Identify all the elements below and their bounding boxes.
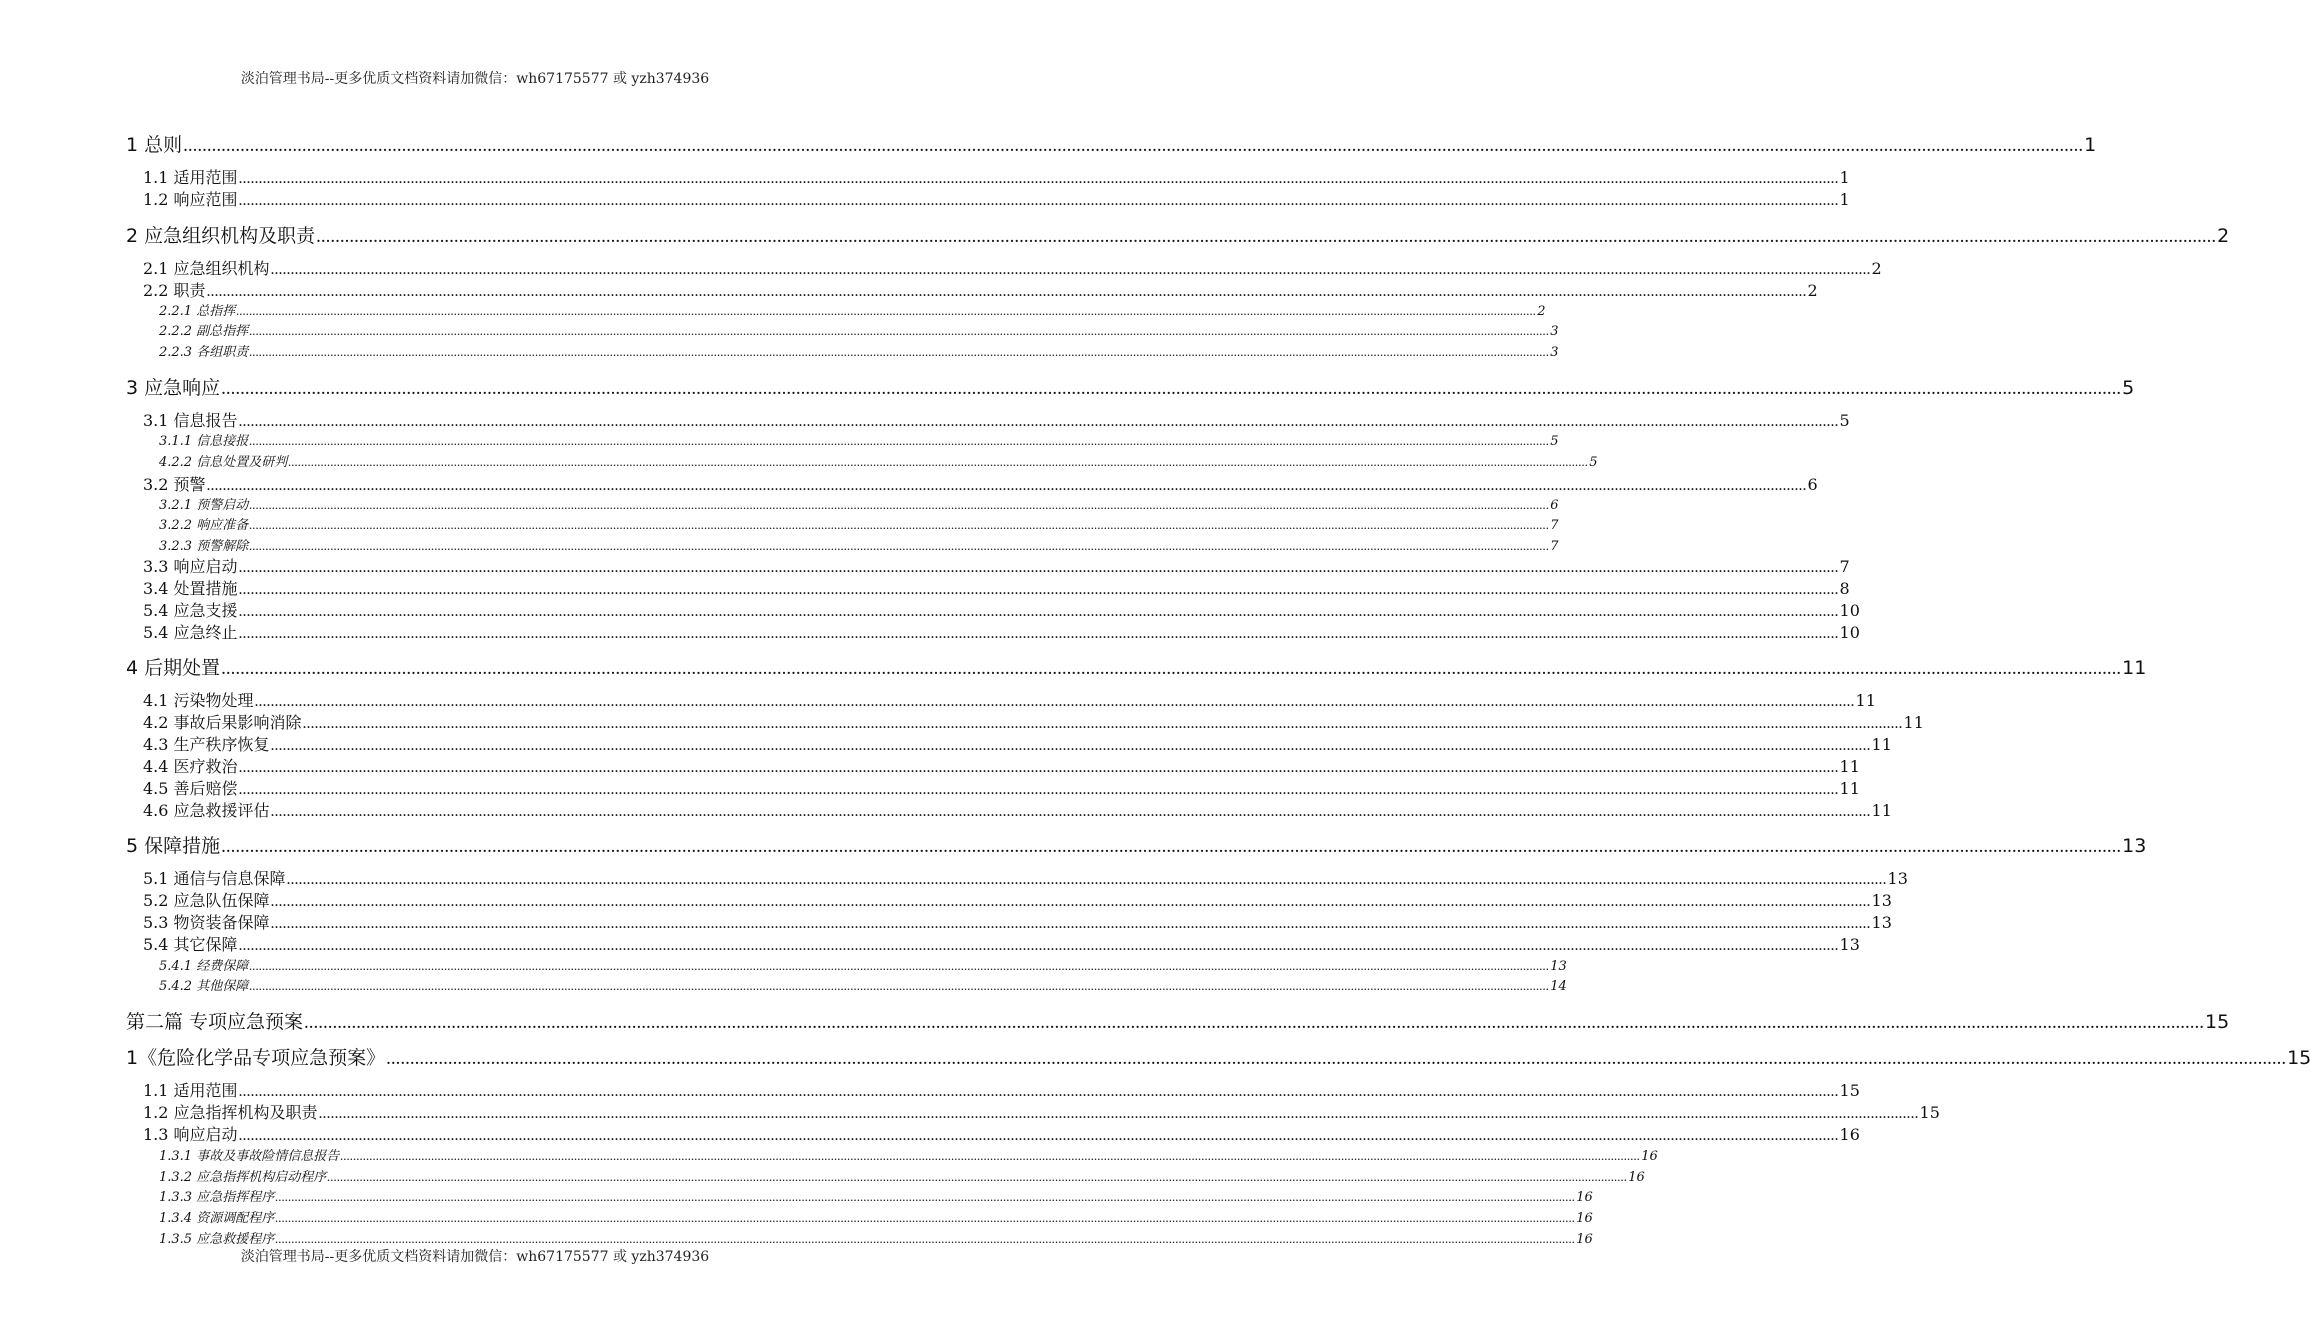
- toc-entry-title: 3.1 信息报告: [143, 411, 238, 430]
- toc-entry[interactable]: [159, 1145, 1658, 1164]
- toc-dot-leader: ................................................................................................................................................................................................................................................................................................................................................................................................................: [249, 323, 1550, 338]
- toc-entry-page-number: 13: [2122, 835, 2147, 857]
- toc-dot-leader: ................................................................................................................................................................................................................................................................................................................................................................................................................: [249, 538, 1550, 553]
- toc-entry-title: 3.2 预警: [143, 475, 206, 494]
- toc-dot-leader: ................................................................................................................................................................................................................................................................................................................................................................................................................: [286, 871, 1887, 888]
- toc-entry[interactable]: [143, 1122, 1860, 1144]
- toc-dot-leader: ................................................................................................................................................................................................................................................................................................................................................................................................................: [238, 759, 1839, 776]
- toc-entry-title: 5.4 其它保障: [143, 935, 238, 954]
- toc-entry-page-number: 11: [2122, 657, 2147, 679]
- toc-entry-page-number: 14: [1550, 979, 1567, 994]
- toc-entry[interactable]: [143, 932, 1860, 954]
- toc-dot-leader: ................................................................................................................................................................................................................................................................................................................................................................................................................: [302, 715, 1903, 732]
- toc-entry-page-number: 5: [2122, 377, 2135, 399]
- toc-entry[interactable]: [143, 1100, 1940, 1122]
- toc-dot-leader: ................................................................................................................................................................................................................................................................................................................................................................................................................: [238, 559, 1839, 576]
- toc-entry-title: 4.1 污染物处理: [143, 691, 254, 710]
- toc-entry-page-number: 2: [1537, 304, 1546, 319]
- toc-dot-leader: ................................................................................................................................................................................................................................................................................................................................................................................................................: [238, 625, 1839, 642]
- toc-entry[interactable]: [143, 798, 1892, 820]
- toc-dot-leader: ................................................................................................................................................................................................................................................................................................................................................................................................................: [270, 893, 1871, 910]
- toc-entry[interactable]: [126, 1007, 2230, 1033]
- toc-entry-title: 2.2 职责: [143, 281, 206, 300]
- page-footer: 淡泊管理书局--更多优质文档资料请加微信：wh67175577 或 yzh374936: [240, 1249, 710, 1265]
- toc-dot-leader: ................................................................................................................................................................................................................................................................................................................................................................................................................: [316, 226, 2217, 247]
- toc-entry-title: 5.4.2 其他保障: [159, 979, 249, 994]
- toc-entry-title: 1.3 响应启动: [143, 1125, 238, 1144]
- toc-dot-leader: ................................................................................................................................................................................................................................................................................................................................................................................................................: [270, 915, 1871, 932]
- toc-entry-title: 5.4 应急终止: [143, 623, 238, 642]
- toc-dot-leader: ................................................................................................................................................................................................................................................................................................................................................................................................................: [221, 378, 2122, 399]
- page-header: 淡泊管理书局--更多优质文档资料请加微信：wh67175577 或 yzh374936: [240, 71, 710, 87]
- toc-entry-page-number: 15: [1839, 1081, 1860, 1100]
- toc-entry-page-number: 7: [1839, 557, 1850, 576]
- toc-entry[interactable]: [159, 535, 1559, 554]
- toc-entry-title: 1.3.3 应急指挥程序: [159, 1190, 275, 1205]
- toc-entry[interactable]: [126, 221, 2230, 247]
- toc-entry[interactable]: [126, 1043, 2311, 1069]
- toc-entry[interactable]: [143, 910, 1892, 932]
- toc-entry-title: 1《危险化学品专项应急预案》: [126, 1047, 386, 1069]
- toc-dot-leader: ................................................................................................................................................................................................................................................................................................................................................................................................................: [183, 135, 2084, 156]
- toc-entry-title: 3.2.1 预警启动: [159, 498, 249, 513]
- toc-entry-page-number: 11: [1903, 713, 1924, 732]
- toc-entry[interactable]: [143, 554, 1850, 576]
- toc-entry-page-number: 16: [1641, 1149, 1658, 1164]
- toc-entry-title: 1.3.5 应急救援程序: [159, 1232, 275, 1247]
- toc-entry[interactable]: [159, 1228, 1593, 1247]
- toc-entry-page-number: 6: [1807, 475, 1818, 494]
- toc-entry-page-number: 3: [1550, 324, 1559, 339]
- toc-dot-leader: ................................................................................................................................................................................................................................................................................................................................................................................................................: [386, 1048, 2287, 1069]
- toc-entry-page-number: 5: [1550, 434, 1559, 449]
- toc-dot-leader: ................................................................................................................................................................................................................................................................................................................................................................................................................: [238, 192, 1839, 209]
- toc-entry-title: 1.1 适用范围: [143, 1081, 238, 1100]
- toc-entry-title: 1 总则: [126, 134, 183, 156]
- toc-entry-page-number: 6: [1550, 498, 1559, 513]
- toc-entry-title: 5.2 应急队伍保障: [143, 891, 270, 910]
- toc-entry-title: 3.4 处置措施: [143, 579, 238, 598]
- toc-dot-leader: ................................................................................................................................................................................................................................................................................................................................................................................................................: [254, 693, 1855, 710]
- toc-dot-leader: ................................................................................................................................................................................................................................................................................................................................................................................................................: [238, 170, 1839, 187]
- toc-dot-leader: ................................................................................................................................................................................................................................................................................................................................................................................................................: [327, 1169, 1628, 1184]
- toc-entry-page-number: 7: [1550, 539, 1559, 554]
- toc-entry-title: 1.3.1 事故及事故险情信息报告: [159, 1149, 340, 1164]
- toc-dot-leader: ................................................................................................................................................................................................................................................................................................................................................................................................................: [238, 937, 1839, 954]
- toc-entry-page-number: 16: [1576, 1190, 1593, 1205]
- toc-entry[interactable]: [143, 688, 1876, 710]
- toc-entry-page-number: 13: [1839, 935, 1860, 954]
- toc-entry-title: 3 应急响应: [126, 377, 221, 399]
- toc-entry[interactable]: [159, 975, 1567, 994]
- toc-entry-title: 5.1 通信与信息保障: [143, 869, 286, 888]
- toc-entry-page-number: 16: [1576, 1232, 1593, 1247]
- toc-entry-page-number: 2: [1807, 281, 1818, 300]
- toc-entry[interactable]: [159, 1207, 1593, 1226]
- toc-dot-leader: ................................................................................................................................................................................................................................................................................................................................................................................................................: [206, 477, 1807, 494]
- toc-entry-page-number: 15: [1919, 1103, 1940, 1122]
- toc-dot-leader: ................................................................................................................................................................................................................................................................................................................................................................................................................: [206, 283, 1807, 300]
- toc-entry-page-number: 16: [1576, 1211, 1593, 1226]
- toc-dot-leader: ................................................................................................................................................................................................................................................................................................................................................................................................................: [275, 1210, 1576, 1225]
- toc-entry-page-number: 5: [1839, 411, 1850, 430]
- toc-dot-leader: ................................................................................................................................................................................................................................................................................................................................................................................................................: [236, 303, 1537, 318]
- toc-dot-leader: ................................................................................................................................................................................................................................................................................................................................................................................................................: [221, 658, 2122, 679]
- toc-entry-title: 2 应急组织机构及职责: [126, 225, 316, 247]
- toc-entry-title: 4.4 医疗救治: [143, 757, 238, 776]
- toc-entry[interactable]: [143, 256, 1882, 278]
- toc-dot-leader: ................................................................................................................................................................................................................................................................................................................................................................................................................: [249, 978, 1550, 993]
- toc-entry-title: 4.2.2 信息处置及研判: [159, 455, 288, 470]
- toc-entry-page-number: 15: [2287, 1047, 2311, 1069]
- toc-entry-title: 5.4 应急支援: [143, 601, 238, 620]
- toc-dot-leader: ................................................................................................................................................................................................................................................................................................................................................................................................................: [318, 1105, 1919, 1122]
- toc-entry[interactable]: [143, 866, 1908, 888]
- toc-entry-title: 1.2 应急指挥机构及职责: [143, 1103, 318, 1122]
- toc-entry[interactable]: [143, 278, 1818, 300]
- toc-entry-page-number: 13: [1550, 959, 1567, 974]
- toc-entry-page-number: 5: [1589, 455, 1598, 470]
- toc-entry[interactable]: [159, 430, 1559, 449]
- toc-entry[interactable]: [143, 408, 1850, 430]
- toc-entry-page-number: 7: [1550, 518, 1559, 533]
- toc-dot-leader: ................................................................................................................................................................................................................................................................................................................................................................................................................: [340, 1148, 1641, 1163]
- toc-entry-title: 4.5 善后赔偿: [143, 779, 238, 798]
- toc-dot-leader: ................................................................................................................................................................................................................................................................................................................................................................................................................: [249, 517, 1550, 532]
- toc-entry-page-number: 1: [2084, 134, 2097, 156]
- toc-entry-title: 4.6 应急救援评估: [143, 801, 270, 820]
- toc-entry[interactable]: [143, 754, 1860, 776]
- toc-entry-title: 2.2.3 各组职责: [159, 345, 249, 360]
- toc-entry[interactable]: [143, 1078, 1860, 1100]
- toc-entry-title: 4.2 事故后果影响消除: [143, 713, 302, 732]
- toc-entry-title: 3.2.3 预警解除: [159, 539, 249, 554]
- toc-entry[interactable]: [159, 955, 1567, 974]
- toc-entry[interactable]: [143, 187, 1850, 209]
- toc-dot-leader: ................................................................................................................................................................................................................................................................................................................................................................................................................: [238, 1083, 1839, 1100]
- toc-entry[interactable]: [159, 300, 1546, 319]
- toc-entry-title: 1.3.2 应急指挥机构启动程序: [159, 1170, 327, 1185]
- toc-dot-leader: ................................................................................................................................................................................................................................................................................................................................................................................................................: [270, 803, 1871, 820]
- toc-dot-leader: ................................................................................................................................................................................................................................................................................................................................................................................................................: [249, 433, 1550, 448]
- toc-dot-leader: ................................................................................................................................................................................................................................................................................................................................................................................................................: [221, 836, 2122, 857]
- toc-dot-leader: ................................................................................................................................................................................................................................................................................................................................................................................................................: [288, 454, 1589, 469]
- toc-entry[interactable]: [143, 620, 1860, 642]
- toc-entry-page-number: 11: [1871, 735, 1892, 754]
- toc-dot-leader: ................................................................................................................................................................................................................................................................................................................................................................................................................: [238, 413, 1839, 430]
- toc-entry-title: 5.3 物资装备保障: [143, 913, 270, 932]
- toc-dot-leader: ................................................................................................................................................................................................................................................................................................................................................................................................................: [249, 344, 1550, 359]
- toc-entry[interactable]: [143, 776, 1860, 798]
- toc-dot-leader: ................................................................................................................................................................................................................................................................................................................................................................................................................: [304, 1012, 2205, 1033]
- toc-entry-title: 第二篇 专项应急预案: [126, 1011, 304, 1033]
- toc-entry[interactable]: [159, 1186, 1593, 1205]
- toc-dot-leader: ................................................................................................................................................................................................................................................................................................................................................................................................................: [238, 603, 1839, 620]
- toc-entry[interactable]: [126, 831, 2147, 857]
- toc-entry-title: 2.2.1 总指挥: [159, 304, 236, 319]
- toc-entry[interactable]: [143, 598, 1860, 620]
- toc-entry[interactable]: [126, 373, 2135, 399]
- toc-entry-page-number: 13: [1871, 913, 1892, 932]
- toc-entry-page-number: 3: [1550, 345, 1559, 360]
- toc-dot-leader: ................................................................................................................................................................................................................................................................................................................................................................................................................: [238, 781, 1839, 798]
- toc-entry-title: 3.1.1 信息接报: [159, 434, 249, 449]
- toc-entry[interactable]: [159, 514, 1559, 533]
- toc-entry-page-number: 8: [1839, 579, 1850, 598]
- toc-entry-page-number: 16: [1839, 1125, 1860, 1144]
- toc-entry-title: 1.2 响应范围: [143, 190, 238, 209]
- toc-entry-page-number: 1: [1839, 190, 1850, 209]
- toc-entry-page-number: 1: [1839, 168, 1850, 187]
- toc-entry-title: 4 后期处置: [126, 657, 221, 679]
- toc-entry-page-number: 16: [1628, 1170, 1645, 1185]
- toc-entry-page-number: 2: [1871, 259, 1882, 278]
- toc-dot-leader: ................................................................................................................................................................................................................................................................................................................................................................................................................: [270, 737, 1871, 754]
- toc-entry-page-number: 13: [1887, 869, 1908, 888]
- toc-entry-page-number: 10: [1839, 601, 1860, 620]
- toc-entry[interactable]: [126, 653, 2147, 679]
- toc-entry[interactable]: [159, 1166, 1645, 1185]
- toc-entry-title: 5.4.1 经费保障: [159, 959, 249, 974]
- toc-entry[interactable]: [143, 710, 1924, 732]
- toc-dot-leader: ................................................................................................................................................................................................................................................................................................................................................................................................................: [275, 1189, 1576, 1204]
- toc-entry-title: 4.3 生产秩序恢复: [143, 735, 270, 754]
- toc-entry-title: 5 保障措施: [126, 835, 221, 857]
- toc-dot-leader: ................................................................................................................................................................................................................................................................................................................................................................................................................: [238, 581, 1839, 598]
- toc-dot-leader: ................................................................................................................................................................................................................................................................................................................................................................................................................: [249, 497, 1550, 512]
- toc-entry-title: 1.1 适用范围: [143, 168, 238, 187]
- toc-entry-page-number: 11: [1871, 801, 1892, 820]
- toc-entry-page-number: 10: [1839, 623, 1860, 642]
- toc-entry-page-number: 13: [1871, 891, 1892, 910]
- toc-entry[interactable]: [159, 494, 1559, 513]
- toc-entry-title: 1.3.4 资源调配程序: [159, 1211, 275, 1226]
- toc-entry[interactable]: [159, 341, 1559, 360]
- toc-dot-leader: ................................................................................................................................................................................................................................................................................................................................................................................................................: [249, 958, 1550, 973]
- toc-entry-page-number: 2: [2217, 225, 2230, 247]
- toc-entry[interactable]: [159, 451, 1598, 470]
- toc-entry[interactable]: [143, 165, 1850, 187]
- toc-entry-title: 3.3 响应启动: [143, 557, 238, 576]
- toc-entry-title: 2.2.2 副总指挥: [159, 324, 249, 339]
- toc-entry[interactable]: [126, 130, 2097, 156]
- toc-entry[interactable]: [143, 472, 1818, 494]
- toc-entry-page-number: 15: [2205, 1011, 2230, 1033]
- toc-entry-page-number: 11: [1839, 757, 1860, 776]
- toc-dot-leader: ................................................................................................................................................................................................................................................................................................................................................................................................................: [275, 1231, 1576, 1246]
- toc-entry-title: 2.1 应急组织机构: [143, 259, 270, 278]
- toc-entry-page-number: 11: [1855, 691, 1876, 710]
- toc-entry[interactable]: [143, 576, 1850, 598]
- toc-dot-leader: ................................................................................................................................................................................................................................................................................................................................................................................................................: [270, 261, 1871, 278]
- toc-entry-title: 3.2.2 响应准备: [159, 518, 249, 533]
- toc-entry[interactable]: [159, 320, 1559, 339]
- toc-entry-page-number: 11: [1839, 779, 1860, 798]
- toc-entry[interactable]: [143, 732, 1892, 754]
- toc-dot-leader: ................................................................................................................................................................................................................................................................................................................................................................................................................: [238, 1127, 1839, 1144]
- toc-entry[interactable]: [143, 888, 1892, 910]
